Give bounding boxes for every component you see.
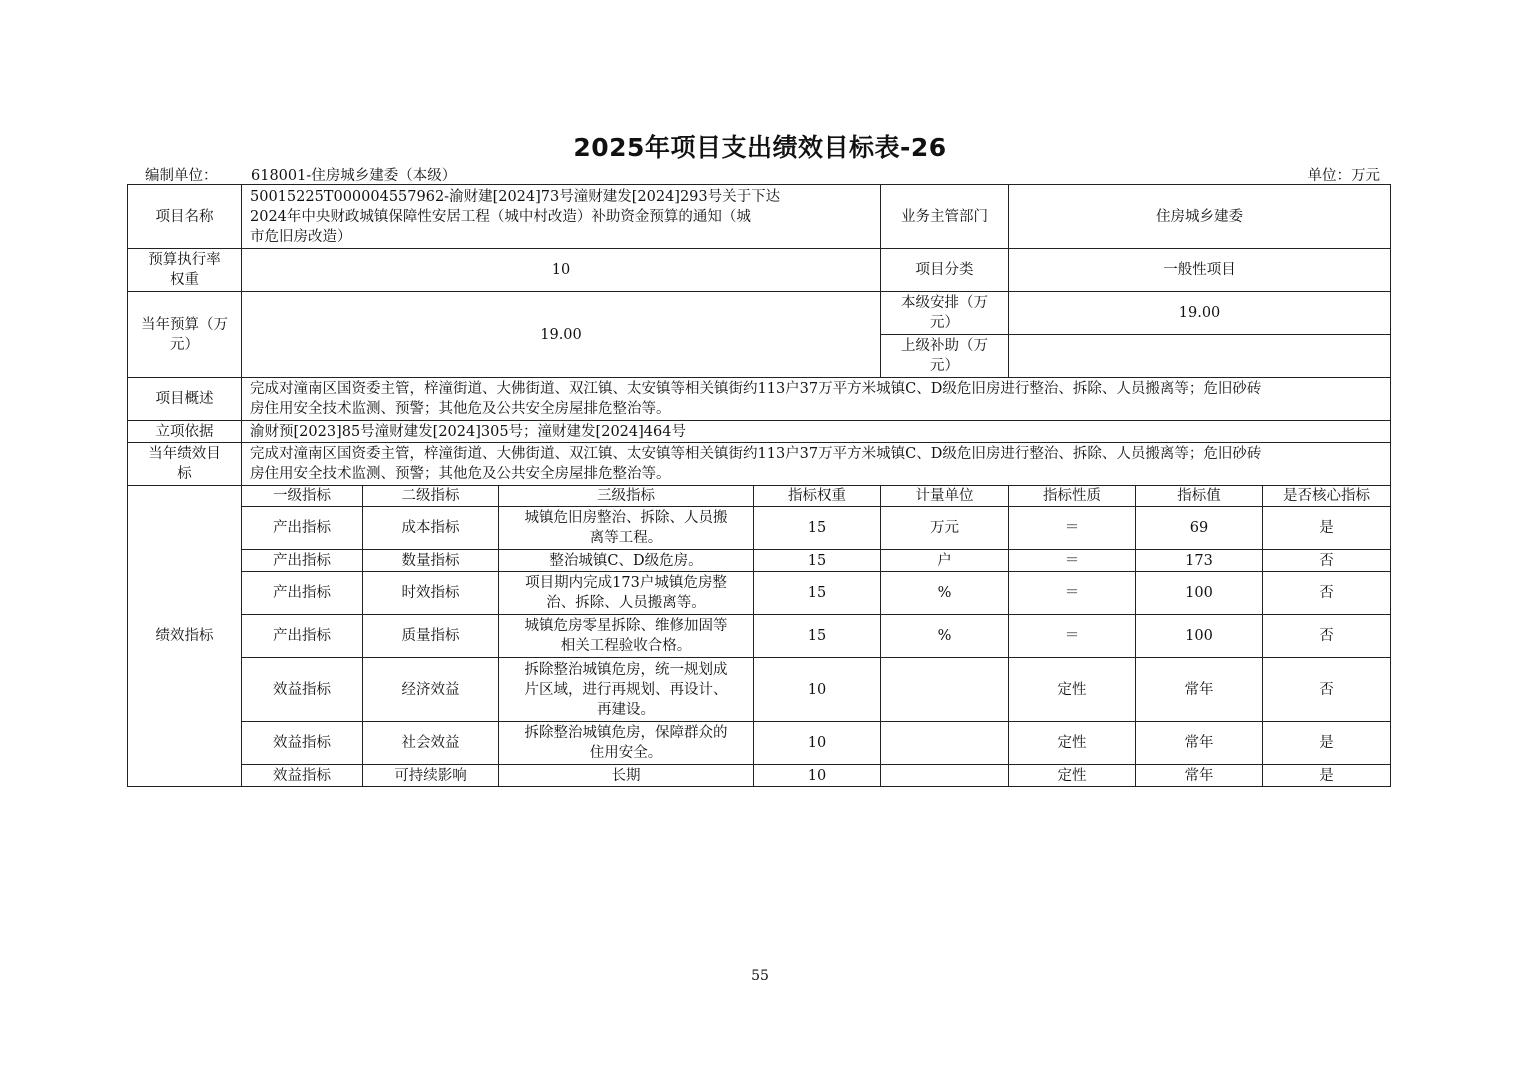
table-row <box>128 765 1391 787</box>
performance-table <box>127 184 1391 787</box>
basis-value: 渝财预[2023]85号潼财建发[2024]305号；潼财建发[2024]464号 <box>242 421 1391 443</box>
upper-label-line: 元） <box>930 358 960 374</box>
local-label-line: 本级安排（万 <box>901 295 989 311</box>
level1-cell: 效益指标 <box>242 658 363 722</box>
unit-cell <box>881 658 1009 722</box>
table-row <box>128 572 1391 615</box>
indicators-section-label: 绩效指标 <box>128 486 242 787</box>
column-header: 计量单位 <box>881 486 1009 507</box>
level3-line: 拆除整治城镇危房，统一规划成 <box>524 661 728 678</box>
overview-row <box>128 378 1391 421</box>
weight-cell: 15 <box>754 550 881 572</box>
level1-cell: 产出指标 <box>242 550 363 572</box>
header-line <box>127 164 1390 184</box>
exec-rate-value: 10 <box>242 249 881 292</box>
value-cell: 常年 <box>1136 658 1263 722</box>
level1-cell: 效益指标 <box>242 765 363 787</box>
weight-cell: 15 <box>754 572 881 615</box>
goal-label <box>128 443 242 486</box>
unit-cell: 户 <box>881 550 1009 572</box>
level3-cell <box>499 507 754 550</box>
level3-cell <box>499 722 754 765</box>
core-cell: 是 <box>1263 765 1391 787</box>
compile-unit-label: 编制单位： <box>145 168 218 184</box>
currency-unit: 单位：万元 <box>1307 168 1380 184</box>
core-cell: 否 <box>1263 658 1391 722</box>
local-value: 19.00 <box>1009 292 1391 335</box>
level3-line: 整治城镇C、D级危房。 <box>549 552 703 569</box>
unit-cell: 万元 <box>881 507 1009 550</box>
level2-cell: 质量指标 <box>363 615 499 658</box>
local-label <box>881 292 1009 335</box>
table-row <box>128 722 1391 765</box>
exec-rate-label-line: 权重 <box>170 272 199 288</box>
core-cell: 是 <box>1263 722 1391 765</box>
weight-cell: 15 <box>754 615 881 658</box>
basis-label: 立项依据 <box>128 421 242 443</box>
weight-cell: 10 <box>754 658 881 722</box>
dept-label: 业务主管部门 <box>881 185 1009 249</box>
level3-line: 离等工程。 <box>589 530 663 546</box>
level2-cell: 社会效益 <box>363 722 499 765</box>
overview-value <box>242 378 1391 421</box>
upper-value <box>1009 335 1391 378</box>
column-header: 是否核心指标 <box>1263 486 1391 507</box>
upper-label-line: 上级补助（万 <box>901 338 989 354</box>
goal-value <box>242 443 1391 486</box>
level3-line: 片区域，进行再规划、再设计、 <box>524 681 728 698</box>
goal-row <box>128 443 1391 486</box>
page-title: 2025年项目支出绩效目标表-26 <box>573 133 947 162</box>
category-label: 项目分类 <box>881 249 1009 292</box>
level3-line: 城镇危房零星拆除、维修加固等 <box>524 618 728 634</box>
project-name-value <box>242 185 881 249</box>
table-row <box>128 615 1391 658</box>
value-cell: 69 <box>1136 507 1263 550</box>
table-row <box>128 658 1391 722</box>
table-row <box>128 507 1391 550</box>
value-cell: 常年 <box>1136 722 1263 765</box>
level3-line: 相关工程验收合格。 <box>560 638 692 654</box>
weight-cell: 10 <box>754 722 881 765</box>
overview-label: 项目概述 <box>128 378 242 421</box>
budget-row <box>128 292 1391 335</box>
level3-line: 城镇危旧房整治、拆除、人员搬 <box>524 510 728 526</box>
level3-cell <box>499 550 754 572</box>
goal-line: 完成对潼南区国资委主管，梓潼街道、大佛街道、双江镇、太安镇等相关镇街约113户37万平方米城镇C、D级危旧房进行整治、拆除、人员搬离等；危旧砂砖 <box>250 446 1262 462</box>
nature-cell: 定性 <box>1009 765 1136 787</box>
level3-line: 拆除整治城镇危房，保障群众的 <box>524 725 728 741</box>
column-header: 一级指标 <box>242 486 363 507</box>
unit-cell: % <box>881 615 1009 658</box>
value-cell: 常年 <box>1136 765 1263 787</box>
core-cell: 否 <box>1263 550 1391 572</box>
level1-cell: 产出指标 <box>242 572 363 615</box>
level3-cell <box>499 572 754 615</box>
weight-cell: 15 <box>754 507 881 550</box>
dept-value: 住房城乡建委 <box>1009 185 1391 249</box>
core-cell: 否 <box>1263 615 1391 658</box>
column-header: 三级指标 <box>499 486 754 507</box>
basis-row <box>128 421 1391 443</box>
budget-value: 19.00 <box>242 292 881 378</box>
overview-line: 房住用安全技术监测、预警；其他危及公共安全房屋排危整治等。 <box>250 401 671 417</box>
column-header: 指标性质 <box>1009 486 1136 507</box>
project-name-row <box>128 185 1391 249</box>
level2-cell: 成本指标 <box>363 507 499 550</box>
goal-line: 房住用安全技术监测、预警；其他危及公共安全房屋排危整治等。 <box>250 466 671 482</box>
indicator-header-row <box>128 486 1391 507</box>
level3-line: 治、拆除、人员搬离等。 <box>546 595 706 611</box>
core-cell: 否 <box>1263 572 1391 615</box>
level2-cell: 可持续影响 <box>363 765 499 787</box>
level1-cell: 效益指标 <box>242 722 363 765</box>
budget-label-line: 元） <box>170 336 199 353</box>
unit-cell <box>881 722 1009 765</box>
category-value: 一般性项目 <box>1009 249 1391 292</box>
table-row <box>128 550 1391 572</box>
level3-line: 再建设。 <box>597 701 655 718</box>
project-name-label: 项目名称 <box>128 185 242 249</box>
level2-cell: 经济效益 <box>363 658 499 722</box>
project-name-line: 50015225T000004557962-渝财建[2024]73号潼财建发[2024]293号关于下达 <box>250 188 781 205</box>
level2-cell: 数量指标 <box>363 550 499 572</box>
nature-cell: ＝ <box>1009 550 1136 572</box>
nature-cell: 定性 <box>1009 722 1136 765</box>
unit-cell: % <box>881 572 1009 615</box>
page-number: 55 <box>751 968 769 984</box>
exec-rate-label <box>128 249 242 292</box>
level2-cell: 时效指标 <box>363 572 499 615</box>
nature-cell: 定性 <box>1009 658 1136 722</box>
level3-line: 长期 <box>611 767 641 784</box>
value-cell: 100 <box>1136 615 1263 658</box>
nature-cell: ＝ <box>1009 572 1136 615</box>
level3-cell <box>499 658 754 722</box>
nature-cell: ＝ <box>1009 615 1136 658</box>
level1-cell: 产出指标 <box>242 615 363 658</box>
goal-label-line: 当年绩效目 <box>148 446 221 462</box>
level3-line: 项目期内完成173户城镇危房整 <box>525 575 727 591</box>
exec-rate-row <box>128 249 1391 292</box>
overview-line: 完成对潼南区国资委主管，梓潼街道、大佛街道、双江镇、太安镇等相关镇街约113户37万平方米城镇C、D级危旧房进行整治、拆除、人员搬离等；危旧砂砖 <box>250 381 1262 397</box>
upper-label <box>881 335 1009 378</box>
budget-label <box>128 292 242 378</box>
local-label-line: 元） <box>930 315 960 331</box>
value-cell: 173 <box>1136 550 1263 572</box>
level3-cell <box>499 615 754 658</box>
weight-cell: 10 <box>754 765 881 787</box>
budget-label-line: 当年预算（万 <box>141 316 228 333</box>
level1-cell: 产出指标 <box>242 507 363 550</box>
compile-unit-value: 618001-住房城乡建委（本级） <box>251 168 457 184</box>
level3-cell <box>499 765 754 787</box>
column-header: 指标权重 <box>754 486 881 507</box>
exec-rate-label-line: 预算执行率 <box>148 252 221 268</box>
project-name-line: 2024年中央财政城镇保障性安居工程（城中村改造）补助资金预算的通知（城 <box>250 208 751 225</box>
unit-cell <box>881 765 1009 787</box>
project-name-line: 市危旧房改造） <box>250 228 352 245</box>
core-cell: 是 <box>1263 507 1391 550</box>
goal-label-line: 标 <box>177 466 192 482</box>
column-header: 指标值 <box>1136 486 1263 507</box>
level3-line: 住用安全。 <box>589 745 663 761</box>
column-header: 二级指标 <box>363 486 499 507</box>
value-cell: 100 <box>1136 572 1263 615</box>
nature-cell: ＝ <box>1009 507 1136 550</box>
